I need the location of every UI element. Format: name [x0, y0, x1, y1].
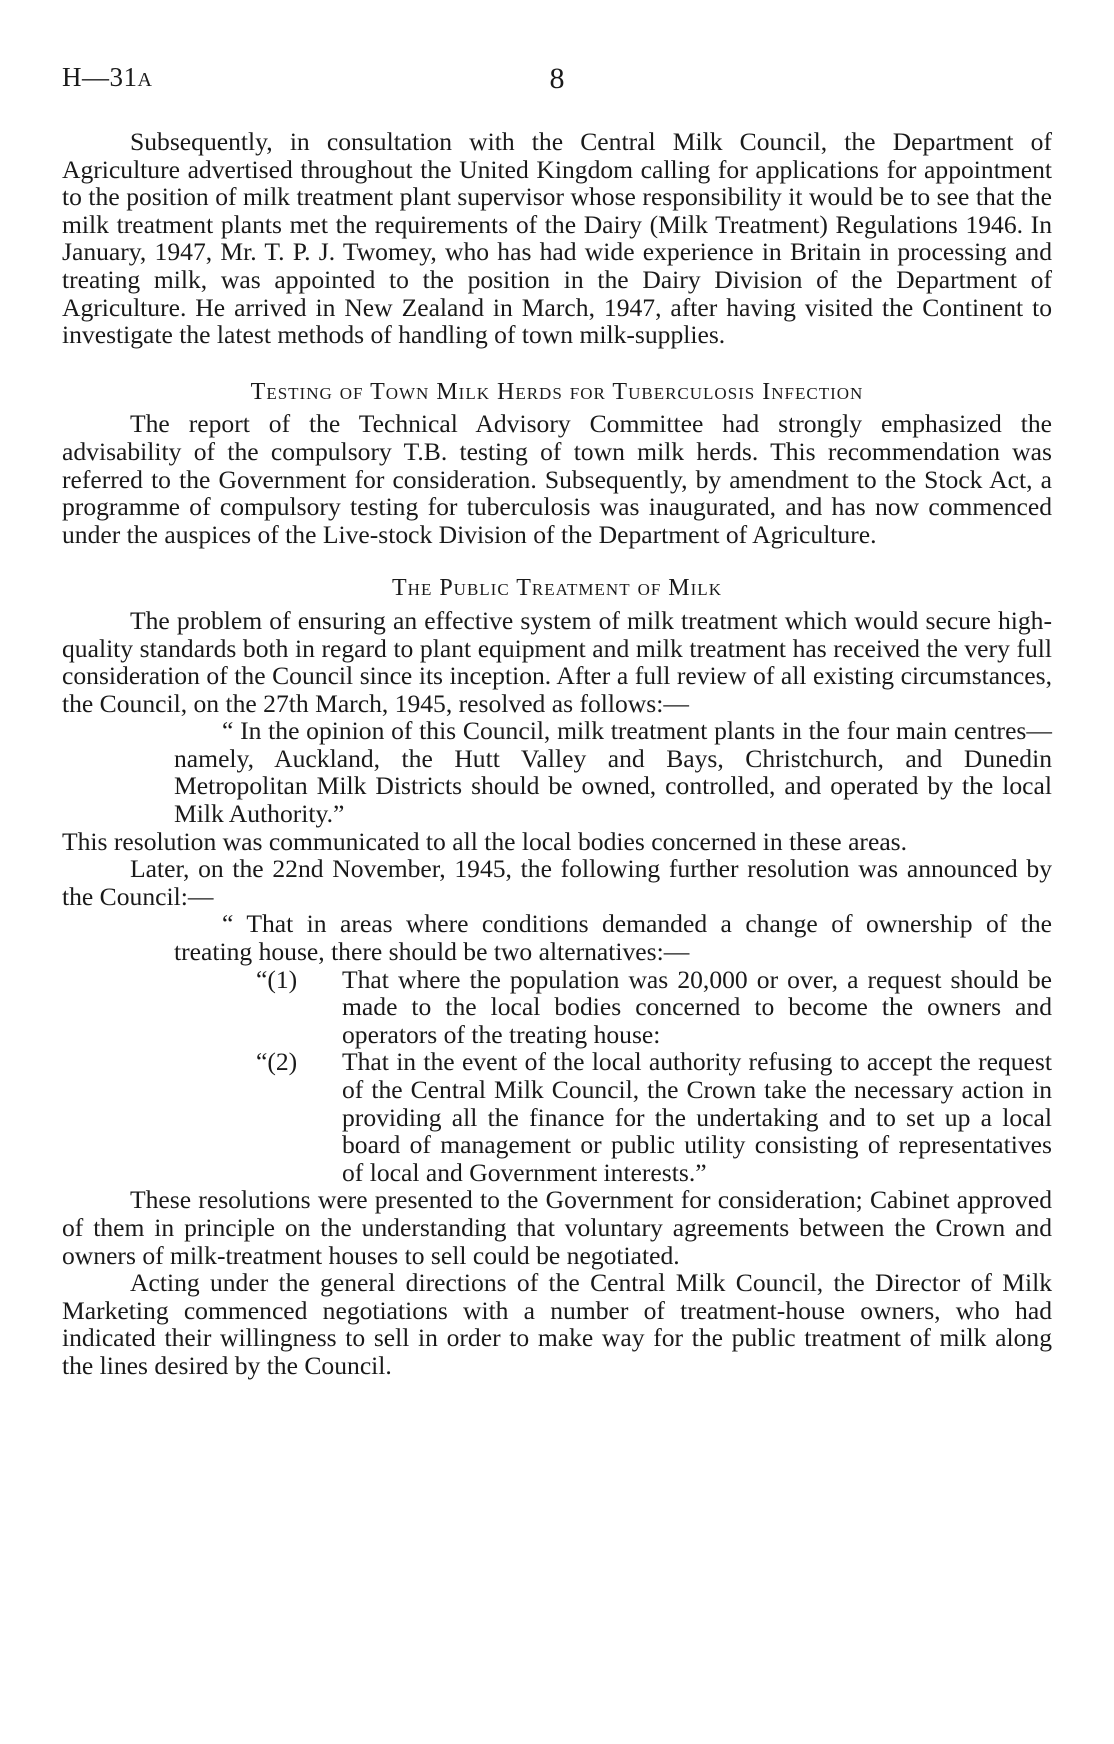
- document-code-suffix: A: [137, 69, 153, 91]
- public-treatment-paragraph: The problem of ensuring an effective system of milk treatment which would secure high-quality standards both in regard to plant equipment and milk treatment has received the very full consideration of the Council since its inception. After a full review of all existing circumstances, the Council, on the 27th March, 1945, resolved as follows:—: [62, 605, 1052, 718]
- document-body: [62, 128, 1052, 1380]
- alternative-item-2-text: That in the event of the local authority refusing to accept the request of the Central Milk Council, the Crown take the necessary action in providing all the finance for the undertaking and to set up a local board of management or public utility consisting of representatives of local and Government interests.”: [342, 1047, 1052, 1187]
- alternative-item-2: [256, 1047, 1052, 1187]
- alternative-item-1: [256, 964, 1052, 1049]
- alternative-item-2-number: “(2): [256, 1047, 298, 1077]
- resolution-quote-2: “ That in areas where conditions demanded a change of ownership of the treating house, there should be two alternatives:—: [174, 909, 1052, 967]
- presented-paragraph: These resolutions were presented to the Government for consideration; Cabinet approved of them in principle on the understanding that voluntary agreements between the Crown and owners of milk-treatment houses to sell could be negotiated.: [62, 1185, 1052, 1270]
- page-header: [62, 62, 1052, 102]
- acting-paragraph: Acting under the general directions of the Central Milk Council, the Director of Milk Marketing commenced negotiations with a number of treatment-house owners, who had indicated their willingness to sell in order to make way for the public treatment of milk along the lines desired by the Council.: [62, 1268, 1052, 1380]
- section-heading-public-treatment: The Public Treatment of Milk: [392, 575, 722, 602]
- document-code-main: H—31: [62, 62, 138, 92]
- resolution-quote-1: “ In the opinion of this Council, milk treatment plants in the four main centres—namely, Auckland, the Hutt Valley and Bays, Christchurch, and Dunedin Metropolitan Milk Districts should be owned, controlled, and operated by the local Milk Authority.”: [174, 716, 1052, 829]
- page-number: 8: [549, 62, 565, 95]
- testing-paragraph: The report of the Technical Advisory Committee had strongly emphasized the advisability of the compulsory T.B. testing of town milk herds. This recommendation was referred to the Government for consideration. Subsequently, by amendment to the Stock Act, a programme of compulsory testing for tuberculosis was inaugurated, and has now commenced under the auspices of the Live-stock Division of the Department of Agriculture.: [62, 409, 1052, 549]
- later-resolution-paragraph: Later, on the 22nd November, 1945, the following further resolution was announced by the Council:—: [62, 854, 1052, 911]
- resolution-communicated-paragraph: This resolution was communicated to all the local bodies concerned in these areas.: [62, 826, 908, 856]
- intro-paragraph: Subsequently, in consultation with the Central Milk Council, the Department of Agriculture advertised throughout the United Kingdom calling for applications for appointment to the position of milk treatment plant supervisor whose responsibility it would be to see that the milk treatment plants met the requirements of the Dairy (Milk Treatment) Regulations 1946. In January, 1947, Mr. T. P. J. Twomey, who has had wide experience in Britain in processing and treating milk, was appointed to the position in the Dairy Division of the Department of Agriculture. He arrived in New Zealand in March, 1947, after having visited the Continent to investigate the latest methods of handling of town milk-supplies.: [62, 127, 1052, 350]
- alternative-item-1-number: “(1): [256, 964, 298, 994]
- alternative-item-1-text: That where the population was 20,000 or over, a request should be made to the local bodies concerned to become the owners and operators of the treating house:: [342, 964, 1052, 1049]
- section-heading-testing: Testing of Town Milk Herds for Tuberculosis Infection: [250, 378, 864, 405]
